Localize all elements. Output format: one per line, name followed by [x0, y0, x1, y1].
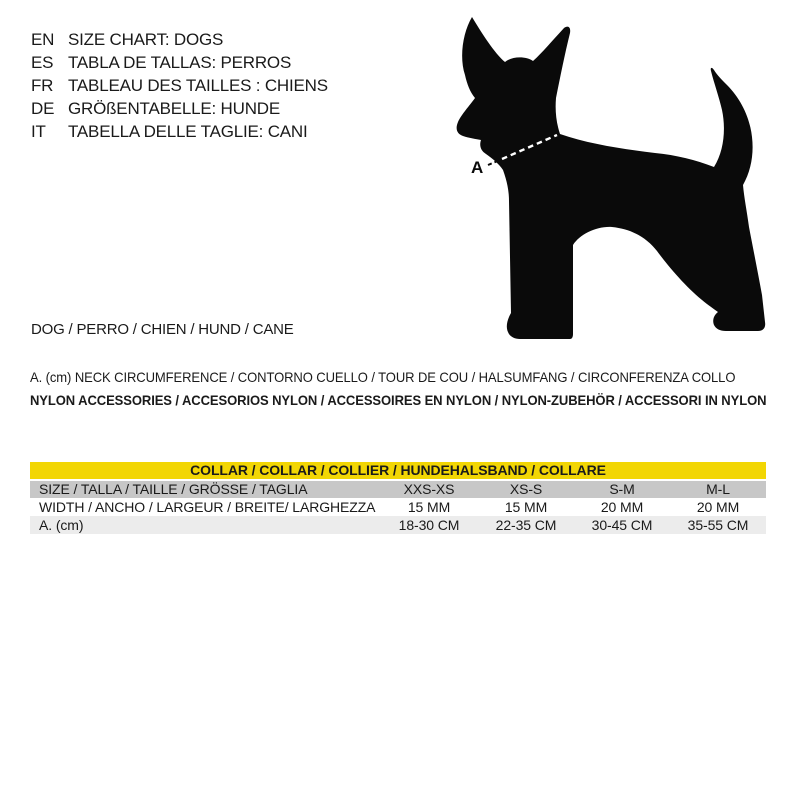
size-value-s-m: S-M: [609, 481, 635, 497]
collar-size-table: [30, 462, 766, 534]
dog-silhouette-graphic: [450, 5, 780, 345]
row-label-width: WIDTH / ANCHO / LARGEUR / BREITE/ LARGHEZZA: [39, 499, 376, 515]
language-title: SIZE CHART: DOGS: [68, 30, 224, 49]
size-value-m-l: M-L: [706, 481, 730, 497]
row-label-size: SIZE / TALLA / TAILLE / GRÖSSE / TAGLIA: [39, 481, 308, 497]
language-title: TABELLA DELLE TAGLIE: CANI: [68, 122, 308, 141]
language-row-it: [31, 120, 328, 143]
dog-silhouette-figure: [450, 5, 780, 345]
table-row-neck-circumference: [30, 516, 766, 534]
language-code: FR: [31, 76, 54, 95]
table-row-size: [30, 481, 766, 498]
animal-names-label: DOG / PERRO / CHIEN / HUND / CANE: [31, 321, 294, 338]
neck-value-2: 22-35 CM: [495, 517, 557, 533]
language-title: TABLEAU DES TAILLES : CHIENS: [68, 76, 328, 95]
language-code: ES: [31, 53, 54, 72]
width-value-4: 20 MM: [696, 499, 740, 515]
neck-value-3: 30-45 CM: [591, 517, 653, 533]
language-title: TABLA DE TALLAS: PERROS: [68, 53, 292, 72]
table-row-width: [30, 498, 766, 516]
language-title: GRÖßENTABELLE: HUNDE: [68, 99, 281, 118]
measurement-note: A. (cm) NECK CIRCUMFERENCE / CONTORNO CUELLO / TOUR DE COU / HALSUMFANG / CIRCONFERENZA COLLO: [30, 369, 736, 385]
material-note: NYLON ACCESSORIES / ACCESORIOS NYLON / ACCESSOIRES EN NYLON / NYLON-ZUBEHÖR / ACCESSORI IN NYLON: [30, 392, 767, 408]
dog-silhouette: [457, 17, 766, 339]
language-code: DE: [31, 99, 55, 118]
language-title-list: [31, 28, 328, 143]
language-code: IT: [31, 122, 46, 141]
language-code: EN: [31, 30, 55, 49]
table-header-collar: COLLAR / COLLAR / COLLIER / HUNDEHALSBAND / COLLARE: [30, 462, 766, 479]
language-row-fr: [31, 74, 328, 97]
neck-value-4: 35-55 CM: [687, 517, 749, 533]
language-row-es: [31, 51, 328, 74]
size-value-xxs-xs: XXS-XS: [403, 481, 455, 497]
language-row-de: [31, 97, 328, 120]
size-value-xs-s: XS-S: [509, 481, 543, 497]
language-row-en: [31, 28, 328, 51]
width-value-1: 15 MM: [407, 499, 451, 515]
width-value-2: 15 MM: [504, 499, 548, 515]
measure-a-label: A: [471, 158, 484, 177]
row-label-a-cm: A. (cm): [39, 517, 84, 533]
width-value-3: 20 MM: [600, 499, 644, 515]
neck-value-1: 18-30 CM: [398, 517, 460, 533]
